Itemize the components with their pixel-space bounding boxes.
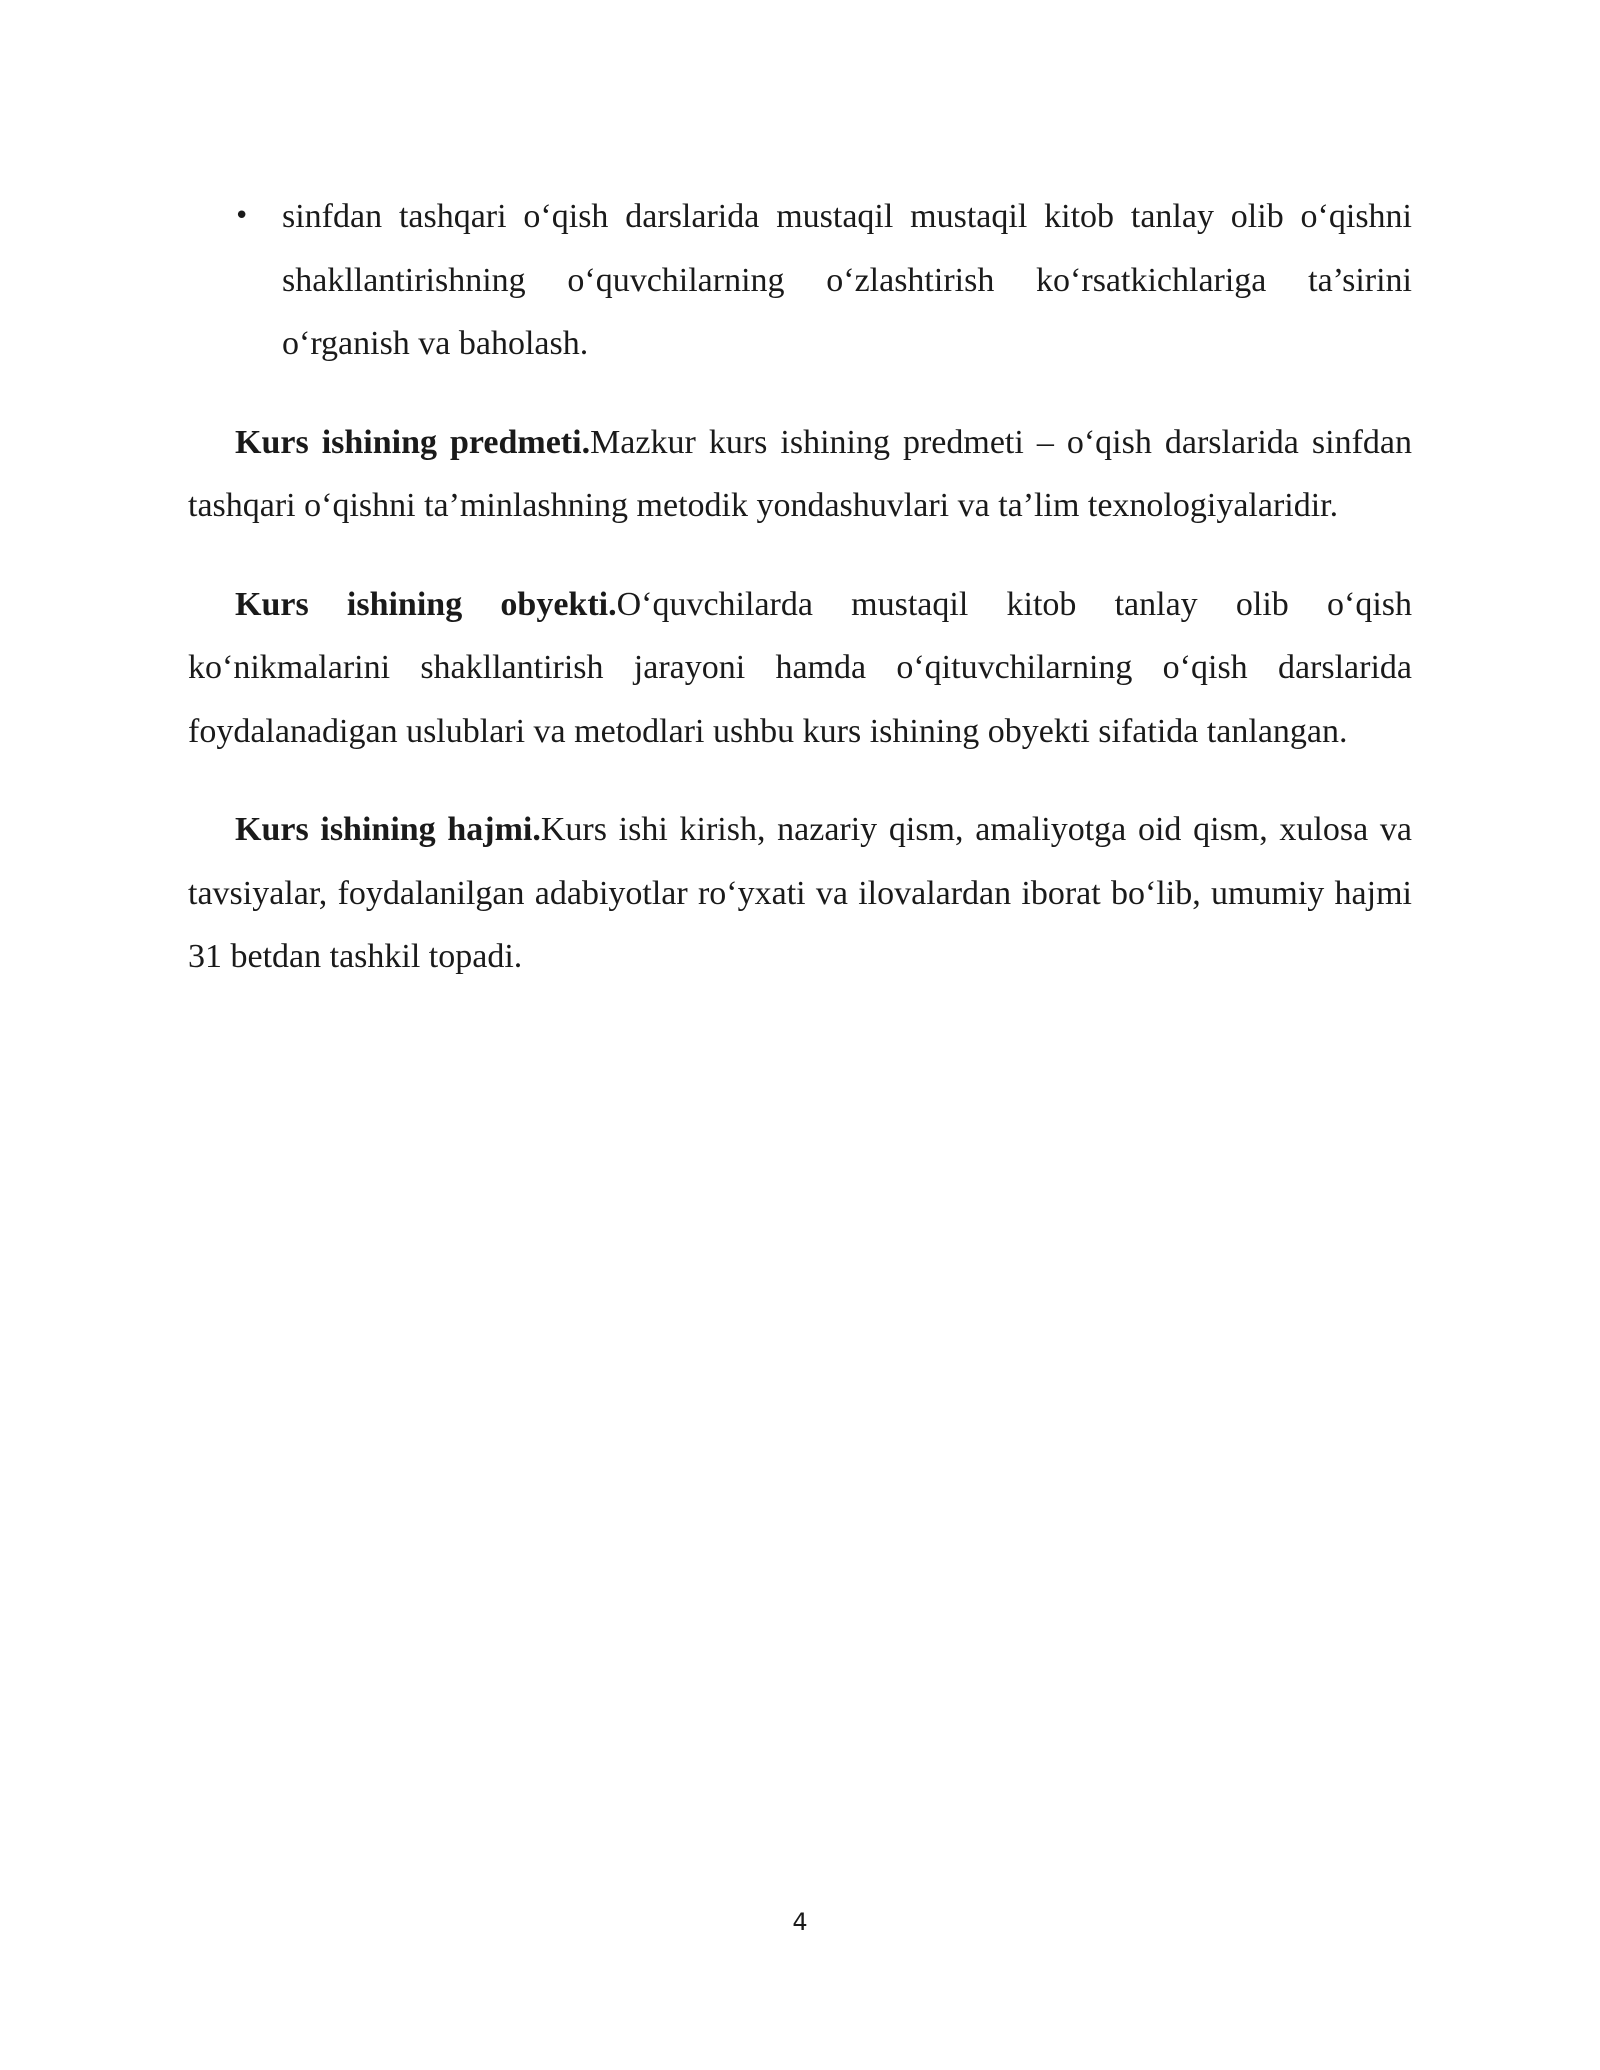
paragraph-text: Kurs ishi kirish, nazariy qism, amaliyotga oid qism, xulosa va tavsiyalar, foydalanilgan adabiyotlar ro‘yxati va ilovalardan iborat bo‘lib, umumiy hajmi 31 betdan tashkil topadi. <box>188 811 1412 975</box>
bullet-list-item <box>188 185 1412 376</box>
paragraph-heading: Kurs ishining predmeti. <box>235 423 591 461</box>
paragraph-text: Mazkur kurs ishining predmeti – o‘qish darslarida sinfdan tashqari o‘qishni ta’minlashning metodik yondashuvlari va ta’lim texnologiyalaridir. <box>188 423 1412 524</box>
paragraph-heading: Kurs ishining obyekti. <box>235 585 617 623</box>
paragraph-hajmi <box>188 798 1412 989</box>
paragraph-text: O‘quvchilarda mustaqil kitob tanlay olib o‘qish ko‘nikmalarini shakllantirish jarayoni hamda o‘qituvchilarning o‘qish darslarida foydalanadigan uslublari va metodlari ushbu kurs ishining obyekti sifatida tanlangan. <box>188 585 1412 750</box>
paragraph-heading: Kurs ishining hajmi. <box>235 811 541 848</box>
page-number: 4 <box>792 1908 808 1936</box>
paragraph-predmeti <box>188 411 1412 538</box>
page-content <box>188 185 1412 989</box>
bullet-icon: • <box>234 201 250 231</box>
paragraph-obyekti <box>188 573 1412 764</box>
bullet-text: sinfdan tashqari o‘qish darslarida mustaqil mustaqil kitob tanlay olib o‘qishni shakllantirishning o‘quvchilarning o‘zlashtirish ko‘rsatkichlariga ta’sirini o‘rganish va baholash. <box>282 198 1412 362</box>
